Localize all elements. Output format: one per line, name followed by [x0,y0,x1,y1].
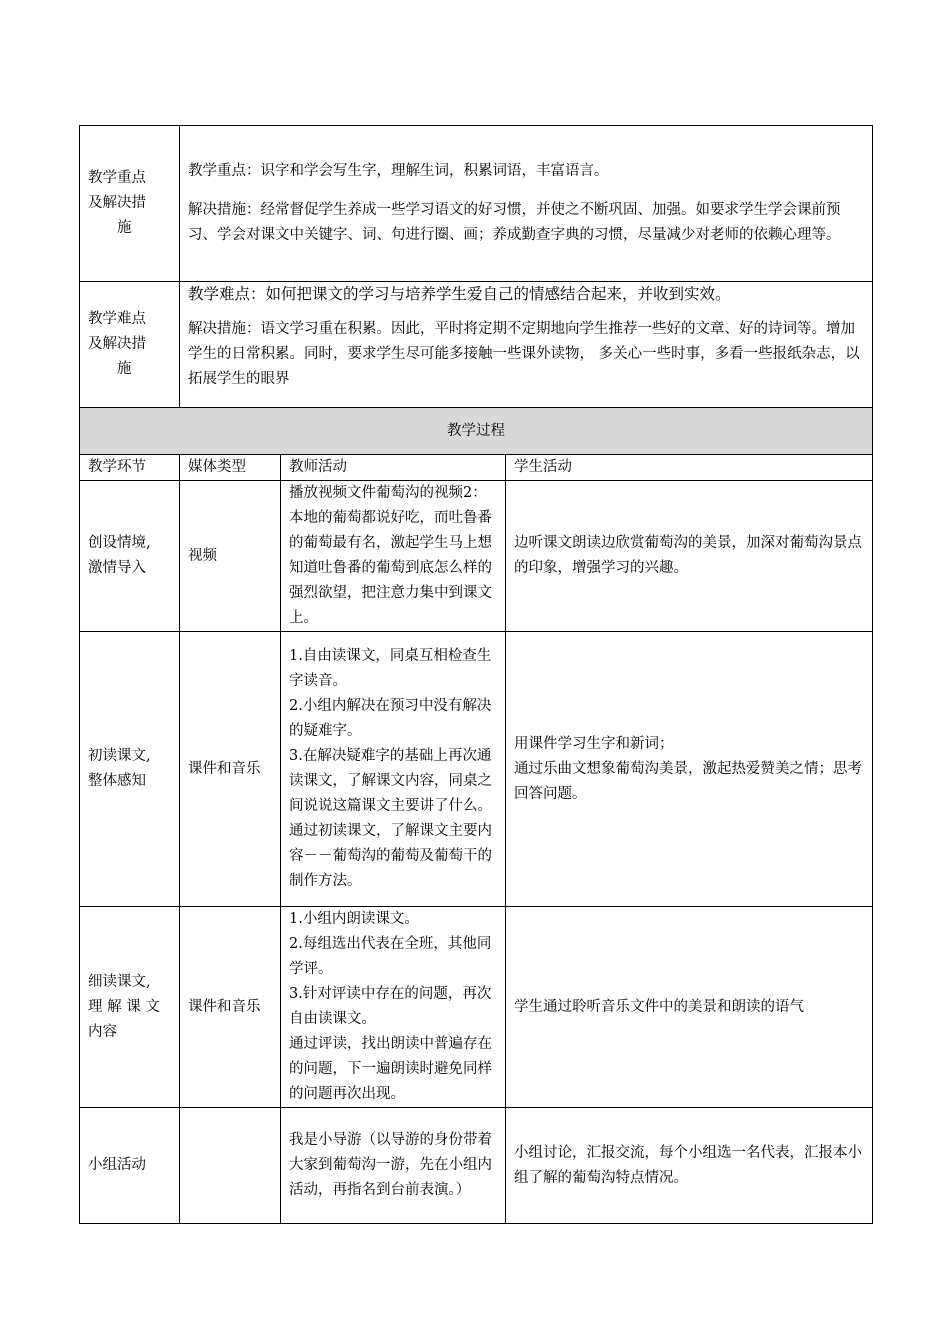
media-cell: 课件和音乐 [180,632,281,907]
stage-cell: 初读课文, 整体感知 [80,632,180,907]
teacher-cell: 我是小导游（以导游的身份带着大家到葡萄沟一游，先在小组内活动，再指名到台前表演。） [281,1108,506,1224]
difficulties-row [80,282,873,408]
student-cell: 小组讨论，汇报交流，每个小组选一名代表，汇报本小组了解的葡萄沟特点情况。 [506,1108,873,1224]
table-row [80,1108,873,1224]
lesson-plan-table [79,125,873,1224]
key-points-row [80,126,873,282]
teacher-cell: 播放视频文件葡萄沟的视频2：本地的葡萄都说好吃，而吐鲁番的葡萄最有名，激起学生马上想知道吐鲁番的葡萄到底怎么样的强烈欲望，把注意力集中到课文上。 [281,481,506,632]
stage-cell: 小组活动 [80,1108,180,1224]
student-cell: 用课件学习生字和新词； 通过乐曲文想象葡萄沟美景，激起热爱赞美之情；思考回答问题。 [506,632,873,907]
difficulty-measure: 解决措施：语文学习重在积累。因此，平时将定期不定期地向学生推荐一些好的文章、好的诗词等。增加学生的日常积累。同时，要求学生尽可能多接触一些课外读物， 多关心一些时事，多看一些报纸杂志，以拓展学生的眼界 [188,321,860,387]
student-cell: 学生通过聆听音乐文件中的美景和朗读的语气 [506,907,873,1108]
student-cell: 边听课文朗读边欣赏葡萄沟的美景，加深对葡萄沟景点的印象，增强学习的兴趣。 [506,481,873,632]
difficulties-content [180,282,873,408]
header-media: 媒体类型 [180,455,281,481]
key-point-measure: 解决措施：经常督促学生养成一些学习语文的好习惯，并使之不断巩固、加强。如要求学生学会课前预习、学会对课文中关键字、词、句进行圈、画；养成勤查字典的习惯，尽量减少对老师的依赖心理等。 [188,202,841,243]
key-points-content [180,126,873,282]
header-teacher: 教师活动 [281,455,506,481]
key-point-text: 教学重点：识字和学会写生字，理解生词，积累词语，丰富语言。 [188,163,609,179]
teacher-cell: 1.小组内朗读课文。 2.每组选出代表在全班，其他同学评。 3.针对评读中存在的问题，再次自由读课文。 通过评读，找出朗读中普遍存在的问题，下一遍朗读时避免同样的问题再次出现。 [281,907,506,1108]
table-row [80,481,873,632]
media-cell [180,1108,281,1224]
header-row [80,455,873,481]
table-row [80,632,873,907]
header-stage: 教学环节 [80,455,180,481]
media-cell: 课件和音乐 [180,907,281,1108]
process-title: 教学过程 [80,408,873,455]
header-student: 学生活动 [506,455,873,481]
difficulties-label: 教学难点 及解决措 施 [80,282,180,408]
difficulty-text: 教学难点：如何把课文的学习与培养学生爱自己的情感结合起来，并收到实效。 [188,285,731,303]
teacher-cell: 1.自由读课文，同桌互相检查生字读音。 2.小组内解决在预习中没有解决的疑难字。 3.在解决疑难字的基础上再次通读课文，了解课文内容，同桌之间说说这篇课文主要讲了什么。 通过初读课文，了解课文主要内容－－葡萄沟的葡萄及葡萄干的制作方法。 [281,632,506,907]
table-row [80,907,873,1108]
key-points-label: 教学重点 及解决措 施 [80,126,180,282]
process-title-row [80,408,873,455]
media-cell: 视频 [180,481,281,632]
stage-cell: 创设情境, 激情导入 [80,481,180,632]
stage-cell: 细读课文, 理 解 课 文 内容 [80,907,180,1108]
